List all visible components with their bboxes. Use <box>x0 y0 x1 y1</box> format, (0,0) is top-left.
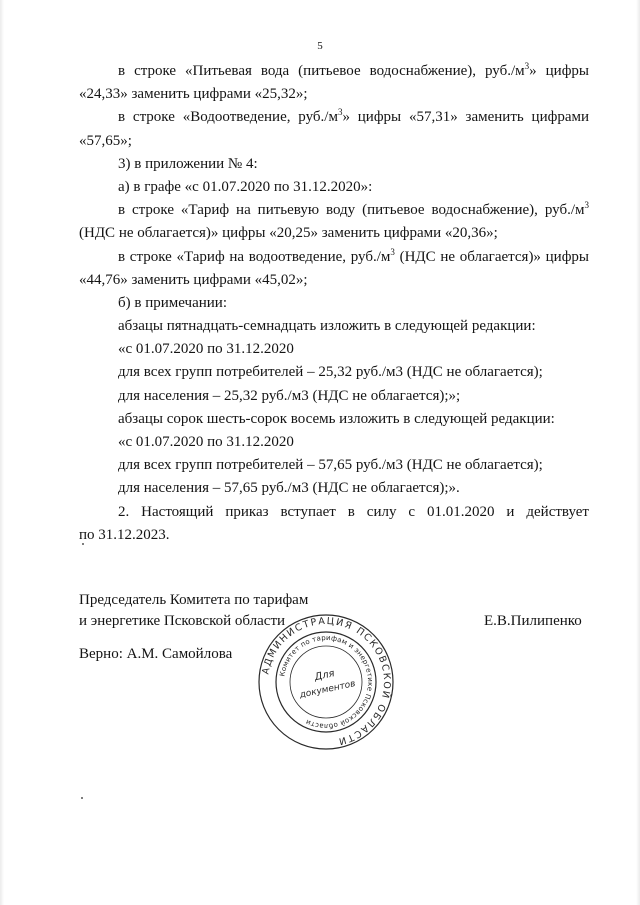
text-line-16: абзацы сорок шесть-сорок восемь изложить в следующей редакции: <box>118 410 555 427</box>
text-line-10: «44,76» заменить цифрами «45,02»; <box>79 271 308 288</box>
text-line-1: в строке «Питьевая вода (питьевое водоснабжение), $руб./м^3$» цифры <box>118 61 589 79</box>
signatory-position-line-2: и энергетике Псковской области <box>79 613 286 629</box>
text-line-7: в строке «Тариф на питьевую воду (питьевое водоснабжение), $руб./м^3$ <box>118 200 589 219</box>
official-seal-stamp <box>256 612 396 752</box>
text-line-12: абзацы пятнадцать-семнадцать изложить в следующей редакции: <box>118 318 536 335</box>
text-line-19: для населения – 57,65 руб./м3 (НДС не облагается);». <box>118 480 460 497</box>
text-line-20: 2. Настоящий приказ вступает в силу с 01.01.2020 и действует <box>118 503 589 520</box>
text-line-2: «24,33» заменить цифрами «25,32»; <box>79 86 308 103</box>
text-line-8: (НДС не облагается)» цифры «20,25» заменить цифрами «20,36»; <box>79 225 498 242</box>
text-line-4: «57,65»; <box>79 132 132 149</box>
seal-center-line-1: Для <box>313 668 336 684</box>
seal-graphic <box>256 612 396 752</box>
text-line-21: по 31.12.2023. <box>79 526 170 543</box>
text-line-17: «с 01.07.2020 по 31.12.2020 <box>118 434 294 450</box>
text-line-6: а) в графе «с 01.07.2020 по 31.12.2020»: <box>118 178 373 195</box>
signatory-name: Е.В.Пилипенко <box>484 613 582 629</box>
text-line-15: для населения – 25,32 руб./м3 (НДС не облагается);»; <box>118 387 461 404</box>
text-line-5: 3) в приложении № 4: <box>118 155 258 172</box>
page-number: 5 <box>317 40 323 52</box>
seal-center-line-2: документов <box>298 679 357 701</box>
seal-outer-text: АДМИНИСТРАЦИЯ ПСКОВСКОЙ ОБЛАСТИ <box>260 615 393 747</box>
text-line-9: в строке «Тариф на водоотведение, $руб./м^3$ (НДС не облагается)» цифры <box>118 246 589 265</box>
scan-speck <box>81 797 83 799</box>
text-line-3: в строке «Водоотведение, $руб./м^3$» цифры «57,31» заменить цифрами <box>118 107 589 126</box>
certified-copy-note: Верно: А.М. Самойлова <box>79 646 233 662</box>
scan-speck <box>82 543 84 545</box>
text-line-13: «с 01.07.2020 по 31.12.2020 <box>118 341 294 358</box>
seal-center <box>295 664 357 700</box>
page-edge-right <box>636 0 640 905</box>
text-line-11: б) в примечании: <box>118 294 227 311</box>
seal-inner-text: Комитет по тарифам и энергетике Псковской области <box>278 633 375 731</box>
page-edge-left <box>0 0 4 905</box>
document-body <box>79 60 589 547</box>
text-line-18: для всех групп потребителей – 57,65 руб./м3 (НДС не облагается); <box>118 457 543 474</box>
text-line-14: для всех групп потребителей – 25,32 руб./м3 (НДС не облагается); <box>118 364 543 381</box>
signatory-position-line-1: Председатель Комитета по тарифам <box>79 592 309 608</box>
